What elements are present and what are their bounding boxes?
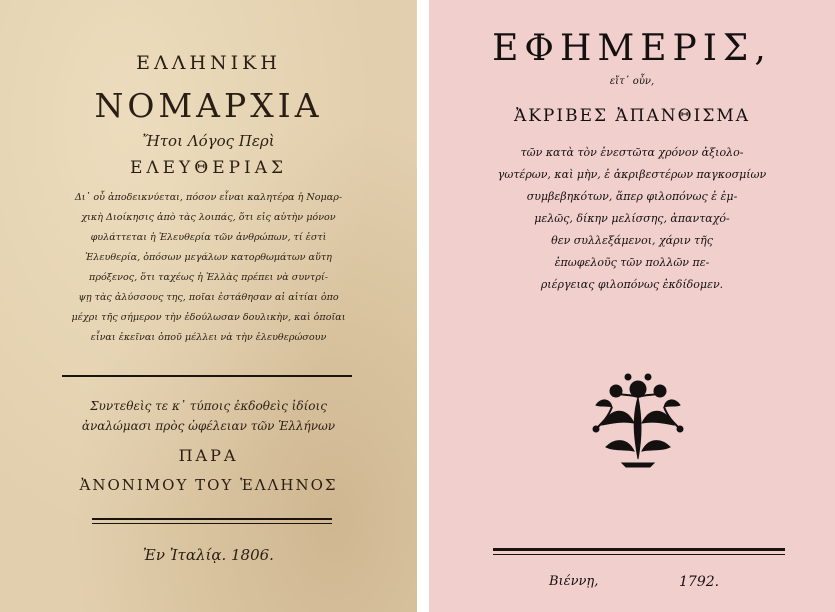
description-line: χικὴ Διοίκησις ἀπὸ τὰς λοιπάς, ὅτι εἰς αὐτὴν μόνον [81, 212, 336, 223]
author-line: ἈΝΟΝΙΜΟΥ ΤΟΥ ἙΛΛΗΝΟΣ [79, 476, 338, 494]
description-line: τῶν κατὰ τὸν ἐνεστῶτα χρόνον ἀξιολο- [520, 146, 744, 159]
double-rule-bottom [92, 523, 332, 524]
description-line: συμβεβηκότων, ἅπερ φιλοπόνως ἐ ἐμ- [526, 190, 738, 203]
description-line: ριέργειας φιλοπόνως ἐκδίδομεν. [540, 278, 724, 291]
description-line: μέχρι τῆς σήμερον τὴν ἐδούλωσαν δουλικὴν, καὶ ὁποῖαι [71, 312, 346, 323]
imprint-place: Βιέννῃ, [549, 574, 599, 589]
description-line: ψῃ τὰς ἁλύσσους της, ποῖαι ἐστάθησαν αἱ αἰτίαι ὁπο [78, 292, 339, 303]
description-line: Δι᾽ οὗ ἀποδεικνύεται, πόσον εἶναι καλητέρα ἡ Νομαρ- [74, 192, 343, 203]
right-title-page [429, 0, 835, 612]
divider-rule [62, 375, 352, 377]
floral-vignette-icon [582, 367, 694, 469]
description-line: θεν συλλεξάμενοι, χάριν τῆς [551, 234, 713, 247]
title-line-nomarchia: ΝΟΜΑΡΧΙΑ [94, 86, 323, 125]
description-line: γωτέρων, καὶ μὴν, ἐ ἀκριβεστέρων παγκοσμίων [497, 168, 767, 181]
description-line: εἶναι ἐκεῖναι ὁποῦ μέλλει νὰ τὴν ἐλευθερώσουν [90, 332, 327, 343]
description-line: Ἐλευθερία, ὁπόσων μεγάλων κατορθωμάτων αὕτη [85, 252, 332, 263]
left-title-page [0, 0, 417, 612]
publisher-line: Συντεθεὶς τε κ᾽ τύποις ἐκδοθεὶς ἰδίοις [90, 399, 327, 413]
description-line: μελῶς, δίκην μελίσσης, ἁπανταχό- [534, 212, 730, 225]
description-line: φυλάττεται ἡ Ἐλευθερία τῶν ἀνθρώπων, τί ἐστὶ [90, 232, 327, 243]
description-line: πρόξενος, ὅτι ταχέως ἡ Ἑλλὰς πρέπει νὰ συντρί- [89, 272, 328, 283]
imprint-year: 1792. [679, 574, 720, 590]
para-label: ΠΑΡΑ [178, 446, 239, 465]
double-rule-top [493, 548, 785, 551]
heading-line: ἈΚΡΙΒΕΣ ἈΠΑΝΘΙΣΜΑ [513, 106, 751, 126]
double-rule-top [92, 518, 332, 520]
publisher-block [10, 396, 407, 436]
subtitle-line: εἴτ᾽ οὖν, [609, 76, 655, 87]
imprint-line: Ἐν Ἰταλίᾳ. 1806. [143, 546, 274, 564]
description-line: ἐπωφελοῦς τῶν πολλῶν πε- [554, 256, 710, 269]
title-line-eleftherias: ΕΛΕΥΘΕΡΙΑΣ [129, 158, 288, 178]
description-block [18, 188, 399, 348]
description-block [443, 142, 821, 296]
publisher-line: ἀναλώμασι πρὸς ὠφέλειαν τῶν Ἑλλήνων [81, 419, 336, 433]
title-line-logos: Ἤτοι Λόγος Περὶ [142, 132, 275, 150]
double-rule-bottom [493, 554, 785, 555]
title-line-hellenic: ΕΛΛΗΝΙΚΗ [136, 52, 281, 74]
newspaper-title: ΕΦΗΜΕΡΙΣ, [492, 28, 772, 69]
